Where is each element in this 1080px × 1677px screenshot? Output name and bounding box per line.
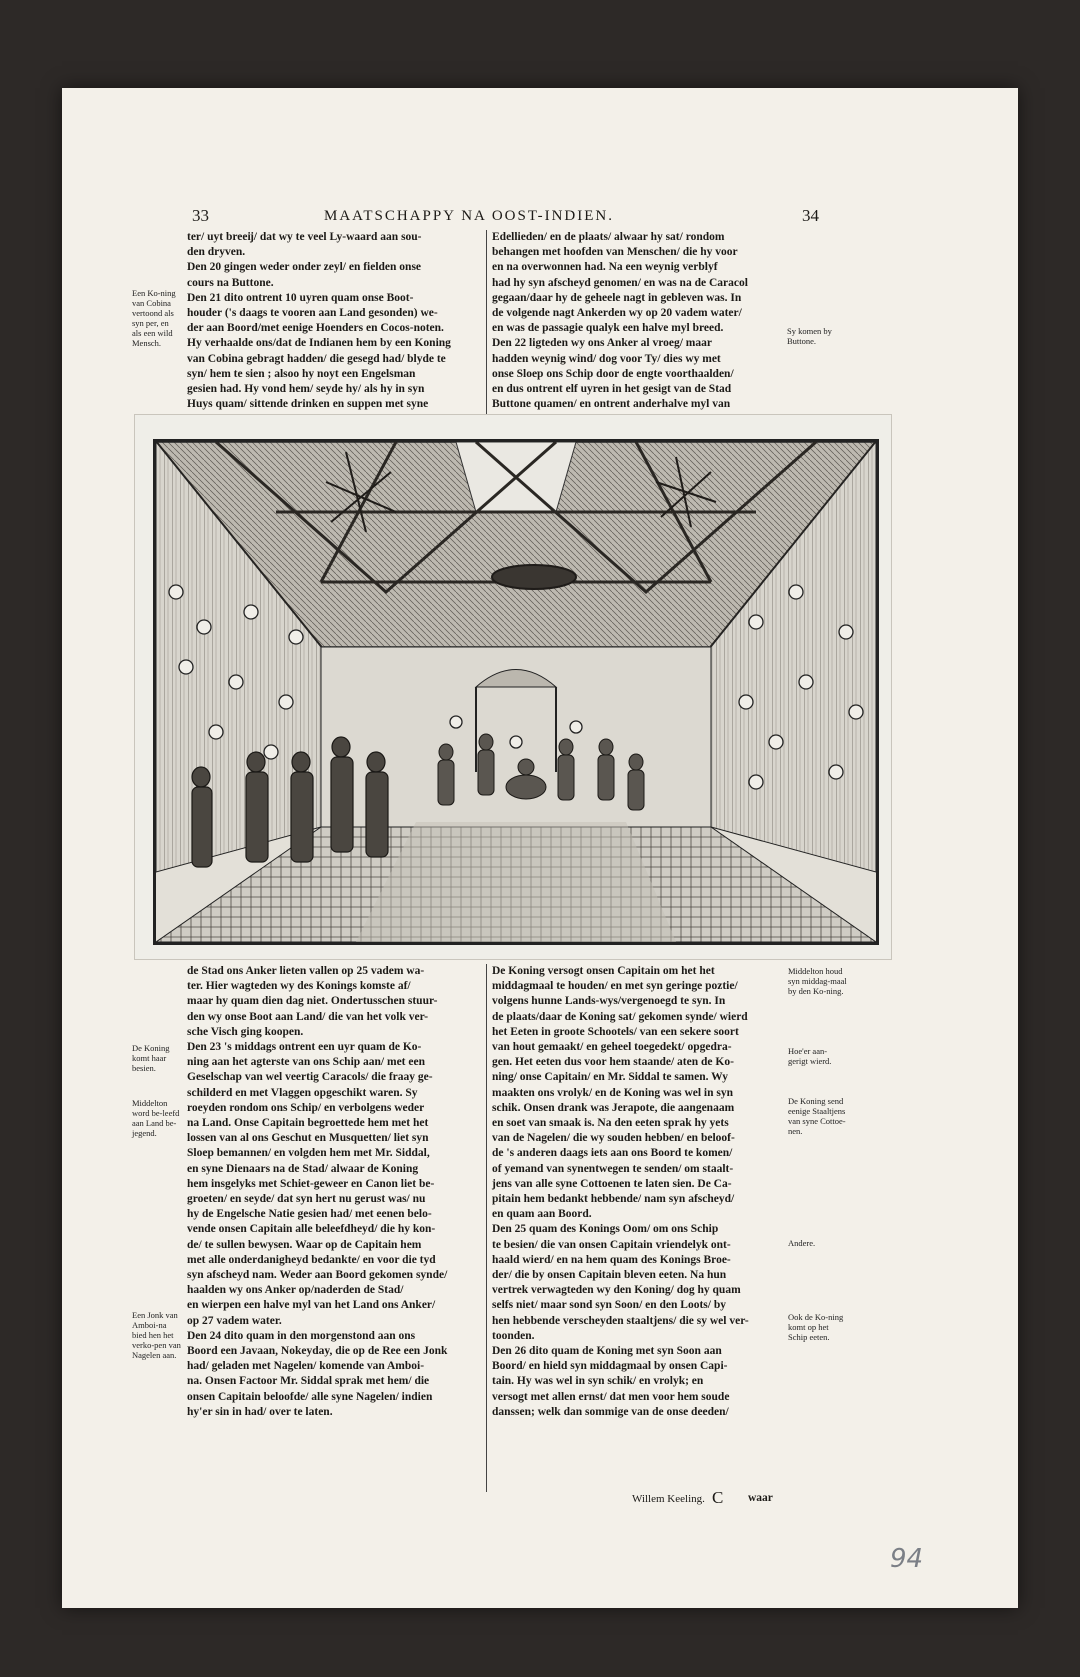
lower-left-column — [187, 964, 485, 1420]
text-line: ter/ uyt breeĳ/ dat wy te veel Ly-waard aan sou- — [187, 231, 422, 243]
text-line: Huys quam/ sittende drinken en suppen met syne — [187, 398, 429, 411]
signature: Willem Keeling. — [632, 1493, 705, 1505]
text-line: groeten/ en seyde/ dat syn hert nu gerust was/ nu — [187, 1193, 426, 1206]
text-line: schilderd en met Vlaggen opgeschikt waren. Sy — [187, 1086, 418, 1099]
text-line: jens van alle syne Cottoenen te laten sien. De Ca- — [492, 1177, 732, 1190]
margin-note: De Koning komt haar besien. — [132, 1043, 170, 1073]
text-line: Den 22 ligteden wy ons Anker al vroeg/ maar — [492, 337, 712, 350]
text-line: De Koning versogt onsen Capitain om het het — [492, 965, 715, 977]
text-line: ning/ onse Capitain/ en Mr. Siddal te samen. Wy — [492, 1071, 729, 1084]
text-line: volgens hunne Lands-wys/vergenoegd te syn. In — [492, 995, 726, 1008]
text-line: de 's anderen daags iets aan ons Boord te komen/ — [492, 1147, 733, 1160]
text-line: Boord een Javaan, Nokeyday, die op de Ree een Jonk — [187, 1345, 448, 1358]
text-line: van de Nagelen/ die wy souden hebben/ en beloof- — [492, 1132, 735, 1145]
text-line: maar hy quam dien dag niet. Ondertusschen stuur- — [187, 995, 438, 1008]
text-line: het Eeten in groote Schootels/ van een sekere soort — [492, 1025, 739, 1038]
page-number-right: 34 — [802, 206, 819, 225]
text-line: Geselschap van wel veertig Caracols/ die fraay ge- — [187, 1071, 433, 1084]
text-line: Hy verhaalde ons/dat de Indianen hem by een Koning — [187, 337, 451, 350]
text-line: houder ('s daags te vooren aan Land gesonden) we- — [187, 307, 438, 320]
text-line: danssen; welk dan sommige van de onse deeden/ — [492, 1405, 729, 1418]
margin-note: Middelton word be-leefd aan Land be-jegend. — [132, 1098, 180, 1138]
text-line: Den 23 's middags ontrent een uyr quam de Ko- — [187, 1041, 422, 1054]
text-line: Den 26 dito quam de Koning met syn Soon aan — [492, 1345, 722, 1358]
text-line: en was de passagie qualyk een halve myl breed. — [492, 322, 724, 335]
column-rule-upper — [486, 230, 487, 415]
engraving-image — [153, 439, 879, 945]
text-line: hy'er sin in had/ over te laten. — [187, 1405, 333, 1418]
text-line: en wierpen een halve myl van het Land ons Anker/ — [187, 1299, 436, 1312]
text-line: en soet van smaak is. Na den eeten sprak hy yets — [492, 1117, 729, 1130]
text-line: den wy onse Boot aan Land/ die van het volk ver- — [187, 1010, 429, 1023]
text-line: hy de Engelsche Natie gesien had/ met eenen belo- — [187, 1208, 432, 1221]
text-line: had hy syn afscheyd genomen/ en was na de Caracol — [492, 276, 748, 289]
text-line: na. Onsen Factoor Mr. Siddal sprak met hem/ die — [187, 1375, 430, 1388]
margin-note: De Koning send eenige Staaltjens van syne Cottoe-nen. — [788, 1096, 846, 1136]
text-line: Den 21 dito ontrent 10 uyren quam onse Boot- — [187, 291, 414, 304]
text-line: de volgende nagt Ankerden wy op 20 vadem water/ — [492, 307, 742, 320]
pencil-annotation: 94 — [890, 1544, 924, 1574]
text-line: vertrek verwagteden wy den Koning/ dog hy quam — [492, 1284, 741, 1297]
text-line: de plaats/daar de Koning sat/ gekomen synde/ wierd — [492, 1010, 748, 1023]
text-line: cours na Buttone. — [187, 276, 274, 289]
text-line: syn/ hem te sien ; alsoo hy noyt een Engelsman — [187, 367, 416, 380]
margin-note: Ook de Ko-ning komt op het Schip eeten. — [788, 1312, 844, 1342]
text-line: Edellieden/ en de plaats/ alwaar hy sat/ rondom — [492, 231, 725, 243]
text-line: Sloep bemannen/ en volgden hem met Mr. Siddal, — [187, 1147, 430, 1160]
text-line: der aan Boord/met eenige Hoenders en Cocos-noten. — [187, 322, 444, 335]
text-line: na Land. Onse Capitain begroettede hem met het — [187, 1117, 429, 1130]
margin-note: Een Jonk van Amboi-na bied hen het verko-pen van Nagelen aan. — [132, 1310, 181, 1360]
text-line: selfs niet/ maar sond syn Soon/ en den Loots/ by — [492, 1299, 726, 1312]
sheet-mark: C — [712, 1488, 724, 1507]
text-line: ter. Hier wagteden wy des Konings komste af/ — [187, 980, 411, 993]
throne-room-engraving — [156, 442, 876, 942]
text-line: Boord/ en hield syn middagmaal by onsen Capi- — [492, 1360, 728, 1373]
text-line: roeyden rondom ons Schip/ en verbolgens weder — [187, 1101, 425, 1114]
margin-note: Hoe'er aan-gerigt wierd. — [788, 1046, 832, 1066]
text-line: gen. Het eeten dus voor hem staande/ aten de Ko- — [492, 1056, 734, 1069]
engraving-plate — [134, 414, 892, 960]
text-line: van Cobina gebragt hadden/ die gesegd had/ blyde te — [187, 352, 446, 365]
text-line: sche Visch ging koopen. — [187, 1025, 304, 1038]
text-line: toonden. — [492, 1329, 535, 1342]
text-line: de/ te sullen bewysen. Waar op de Capitain hem — [187, 1238, 422, 1251]
text-line: maakten ons vrolyk/ en de Koning was wel in syn — [492, 1086, 734, 1099]
text-line: of yemand van synentwegen te senden/ om staalt- — [492, 1162, 734, 1175]
margin-note: Een Ko-ning van Cobina vertoond als syn per, en als een wild Mensch. — [132, 288, 176, 348]
text-line: Den 20 gingen weder onder zeyl/ en fielden onse — [187, 261, 422, 274]
text-line: der/ die by onsen Capitain bleven eeten. Na hun — [492, 1269, 727, 1282]
text-line: te besien/ die van onsen Capitain vriendelyk ont- — [492, 1238, 731, 1251]
text-line: behangen met hoofden van Menschen/ die hy voor — [492, 246, 738, 259]
text-line: Buttone quamen/ en ontrent anderhalve myl van — [492, 398, 731, 411]
text-line: den dryven. — [187, 246, 246, 259]
text-line: vende onsen Capitain alle beleefdheyd/ die hy kon- — [187, 1223, 436, 1236]
text-line: haald wierd/ en na hem quam des Konings Broe- — [492, 1253, 731, 1266]
text-line: onsen Capitain beloofde/ alle syne Nagelen/ indien — [187, 1390, 433, 1403]
text-line: tain. Hy was wel in syn schik/ en vrolyk; en — [492, 1375, 704, 1388]
text-line: ning aan het agterste van ons Schip aan/ met een — [187, 1056, 425, 1069]
running-title: MAATSCHAPPY NA OOST-INDIEN. — [324, 208, 615, 224]
text-line: en na overwonnen had. Na een weynig verblyf — [492, 261, 718, 274]
text-line: versogt met allen ernst/ dat men voor hem soude — [492, 1390, 730, 1403]
text-line: hadden weynig wind/ dog voor Ty/ dies wy met — [492, 352, 721, 365]
text-line: de Stad ons Anker lieten vallen op 25 vadem wa- — [187, 965, 425, 977]
text-line: op 27 vadem water. — [187, 1314, 282, 1327]
lower-right-column — [492, 964, 784, 1420]
text-line: en syne Dienaars na de Stad/ alwaar de Koning — [187, 1162, 419, 1175]
text-line: haalden wy ons Anker op/naderden de Stad/ — [187, 1284, 404, 1297]
text-line: lossen van al ons Geschut en Musquetten/ liet syn — [187, 1132, 429, 1145]
upper-left-column — [187, 230, 485, 412]
page-number-left: 33 — [192, 206, 209, 225]
text-line: schik. Onsen drank was Jerapote, die aangenaam — [492, 1101, 735, 1114]
catchword: waar — [748, 1492, 773, 1504]
margin-note: Sy komen by Buttone. — [787, 326, 832, 346]
margin-note: Andere. — [788, 1238, 816, 1248]
upper-right-column — [492, 230, 784, 412]
text-line: hem insgelyks met Schiet-geweer en Canon liet be- — [187, 1177, 435, 1190]
margin-note: Middelton houd syn middag-maal by den Ko-ning. — [788, 966, 847, 996]
text-line: had/ geladen met Nagelen/ komende van Amboi- — [187, 1360, 425, 1373]
text-line: met alle onderdanigheyd bedankte/ en voor die tyd — [187, 1253, 436, 1266]
text-line: en quam aan Boord. — [492, 1208, 592, 1221]
text-line: en dus ontrent elf uyren in het gesigt van de Stad — [492, 383, 732, 396]
text-line: hen hebbende verscheyden staaltjens/ die sy wel ver- — [492, 1314, 749, 1327]
text-line: onse Sloep ons Schip door de engte voorthaalden/ — [492, 367, 734, 380]
text-line: middagmaal te houden/ en met syn geringe poztie/ — [492, 980, 738, 993]
text-line: syn afscheyd nam. Weder aan Boord gekomen synde/ — [187, 1269, 448, 1282]
text-line: pitain hem bedankt hebbende/ nam syn afscheyd/ — [492, 1193, 735, 1206]
text-line: gegaan/daar hy de geheele nagt in gebleven was. In — [492, 291, 742, 304]
text-line: Den 25 quam des Konings Oom/ om ons Schip — [492, 1223, 719, 1236]
text-line: van hout gemaakt/ en geheel toegedekt/ opgedra- — [492, 1041, 732, 1054]
column-rule-lower — [486, 964, 487, 1492]
book-page — [62, 88, 1018, 1608]
text-line: Den 24 dito quam in den morgenstond aan ons — [187, 1329, 416, 1342]
text-line: gesien had. Hy vond hem/ seyde hy/ als hy in syn — [187, 383, 425, 396]
